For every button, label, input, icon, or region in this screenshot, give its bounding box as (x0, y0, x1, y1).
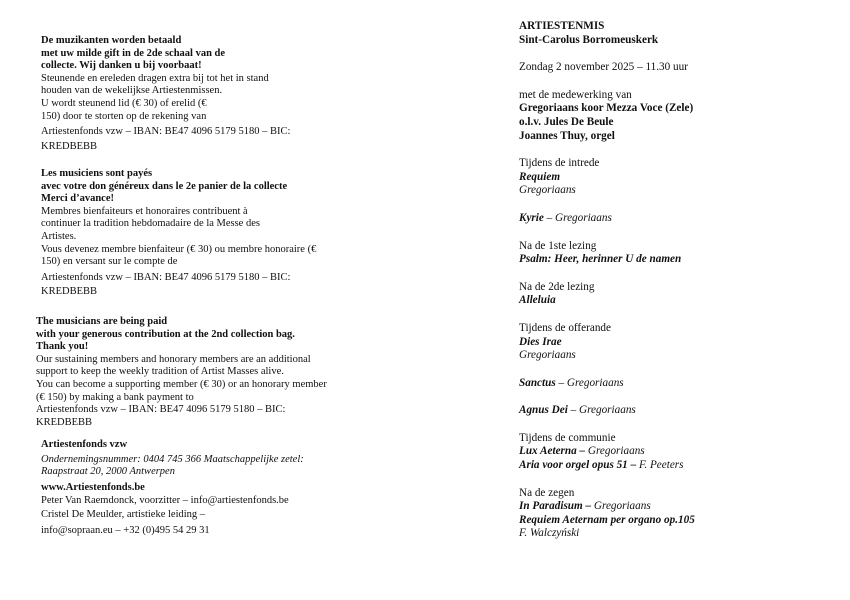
fr-bold-3: Merci d’avance! (41, 193, 114, 205)
nl-body-1: Steunende en ereleden dragen extra bij tot het in stand (41, 72, 269, 84)
en-body-5: Artiestenfonds vzw – IBAN: BE47 4096 5179 5180 – BIC: (36, 404, 286, 416)
fr-body-6: Artiestenfonds vzw – IBAN: BE47 4096 5179 5180 – BIC: (41, 271, 291, 283)
sanctus-line (519, 377, 839, 391)
paradisum-line (519, 500, 839, 514)
org-registration: Ondernemingsnummer: 0404 745 366 Maatschappelijke zetel: (41, 453, 304, 465)
kyrie-title: Kyrie (519, 211, 544, 224)
church-name: Sint-Carolus Borromeuskerk (519, 33, 659, 46)
requiem-aeternam-composer: F. Walczyński (519, 527, 580, 540)
agnus-line (519, 404, 839, 418)
kyrie-composer: – Gregoriaans (543, 211, 612, 224)
dutch-notice (41, 35, 371, 153)
paradisum-title: In Paradisum – (519, 500, 594, 513)
program-column (519, 20, 839, 541)
contact-phone: info@sopraan.eu – +32 (0)495 54 29 31 (41, 524, 210, 536)
en-body-4: (€ 150) by making a bank payment to (36, 391, 194, 403)
sanctus-composer: – Gregoriaans (555, 376, 624, 389)
collaboration-label: met de medewerking van (519, 88, 632, 101)
nl-bold-2: met uw milde gift in de 2de schaal van de (41, 47, 226, 59)
nl-body-2: houden van de wekelijkse Artiestenmissen. (41, 85, 223, 97)
left-column (41, 35, 371, 153)
paradisum-composer: Gregoriaans (593, 500, 651, 513)
lezing1-heading: Na de 1ste lezing (519, 239, 597, 252)
kyrie-line (519, 212, 839, 226)
performer-conductor: o.l.v. Jules De Beule (519, 115, 614, 128)
communie-heading: Tijdens de communie (519, 431, 616, 444)
org-website: www.Artiestenfonds.be (41, 481, 145, 493)
psalm-title: Psalm: Heer, herinner U de namen (519, 253, 682, 266)
requiem-title: Requiem (519, 170, 561, 183)
english-notice (36, 316, 376, 429)
org-name: Artiestenfonds vzw (41, 439, 128, 450)
en-bold-1: The musicians are being paid (36, 316, 168, 327)
org-address: Raapstraat 20, 2000 Antwerpen (41, 466, 175, 478)
requiem-composer: Gregoriaans (519, 184, 576, 197)
fr-body-7: KREDBEBB (41, 286, 98, 298)
contact-artistic: Cristel De Meulder, artistieke leiding – (41, 508, 206, 520)
french-notice (41, 168, 371, 299)
dies-irae-composer: Gregoriaans (519, 349, 576, 362)
sanctus-title: Sanctus (519, 376, 556, 389)
intrede-heading: Tijdens de intrede (519, 157, 600, 170)
lux-composer: Gregoriaans (587, 445, 645, 458)
organization-footer (41, 439, 371, 537)
aria-composer: F. Peeters (638, 459, 684, 472)
fr-body-5: 150) en versant sur le compte de (41, 256, 178, 268)
nl-body-6: KREDBEBB (41, 140, 98, 152)
nl-body-4: 150) door te storten op de rekening van (41, 110, 207, 122)
fr-bold-1: Les musiciens sont payés (41, 168, 153, 179)
aria-line (519, 459, 839, 473)
agnus-title: Agnus Dei (519, 404, 568, 417)
lux-line (519, 445, 839, 459)
fr-body-1: Membres bienfaiteurs et honoraires contribuent à (41, 205, 248, 217)
performer-organist: Joannes Thuy, orgel (519, 129, 615, 142)
en-bold-3: Thank you! (36, 341, 89, 353)
fr-body-4: Vous devenez membre bienfaiteur (€ 30) ou membre honoraire (€ (41, 243, 317, 255)
nl-body-5: Artiestenfonds vzw – IBAN: BE47 4096 5179 5180 – BIC: (41, 126, 291, 138)
fr-body-2: continuer la tradition hebdomadaire de la Messe des (41, 218, 260, 230)
lezing2-heading: Na de 2de lezing (519, 280, 595, 293)
en-body-1: Our sustaining members and honorary members are an additional (36, 353, 311, 365)
fr-bold-2: avec votre don généreux dans le 2e panier de la collecte (41, 180, 288, 192)
dies-irae-title: Dies Irae (519, 335, 562, 348)
nl-bold-1: De muzikanten worden betaald (41, 35, 182, 46)
aria-title: Aria voor orgel opus 51 – (519, 459, 639, 472)
alleluia-title: Alleluia (519, 294, 556, 307)
fr-body-3: Artistes. (41, 230, 77, 242)
nl-body-3: U wordt steunend lid (€ 30) of erelid (€ (41, 97, 207, 109)
zegen-heading: Na de zegen (519, 486, 575, 499)
nl-bold-3: collecte. Wij danken u bij voorbaat! (41, 60, 202, 72)
en-body-2: support to keep the weekly tradition of Artist Masses alive. (36, 366, 284, 378)
lux-title: Lux Aeterna – (519, 445, 588, 458)
requiem-aeternam-title: Requiem Aeternam per organo op.105 (519, 513, 695, 526)
event-date: Zondag 2 november 2025 – 11.30 uur (519, 61, 688, 74)
event-title: ARTIESTENMIS (519, 20, 605, 32)
offerande-heading: Tijdens de offerande (519, 321, 611, 334)
en-body-6: KREDBEBB (36, 416, 93, 428)
agnus-composer: – Gregoriaans (567, 404, 636, 417)
performer-choir: Gregoriaans koor Mezza Voce (Zele) (519, 102, 694, 115)
en-bold-2: with your generous contribution at the 2nd collection bag. (36, 328, 295, 340)
contact-chair: Peter Van Raemdonck, voorzitter – info@artiestenfonds.be (41, 495, 289, 507)
en-body-3: You can become a supporting member (€ 30) or an honorary member (36, 378, 327, 390)
